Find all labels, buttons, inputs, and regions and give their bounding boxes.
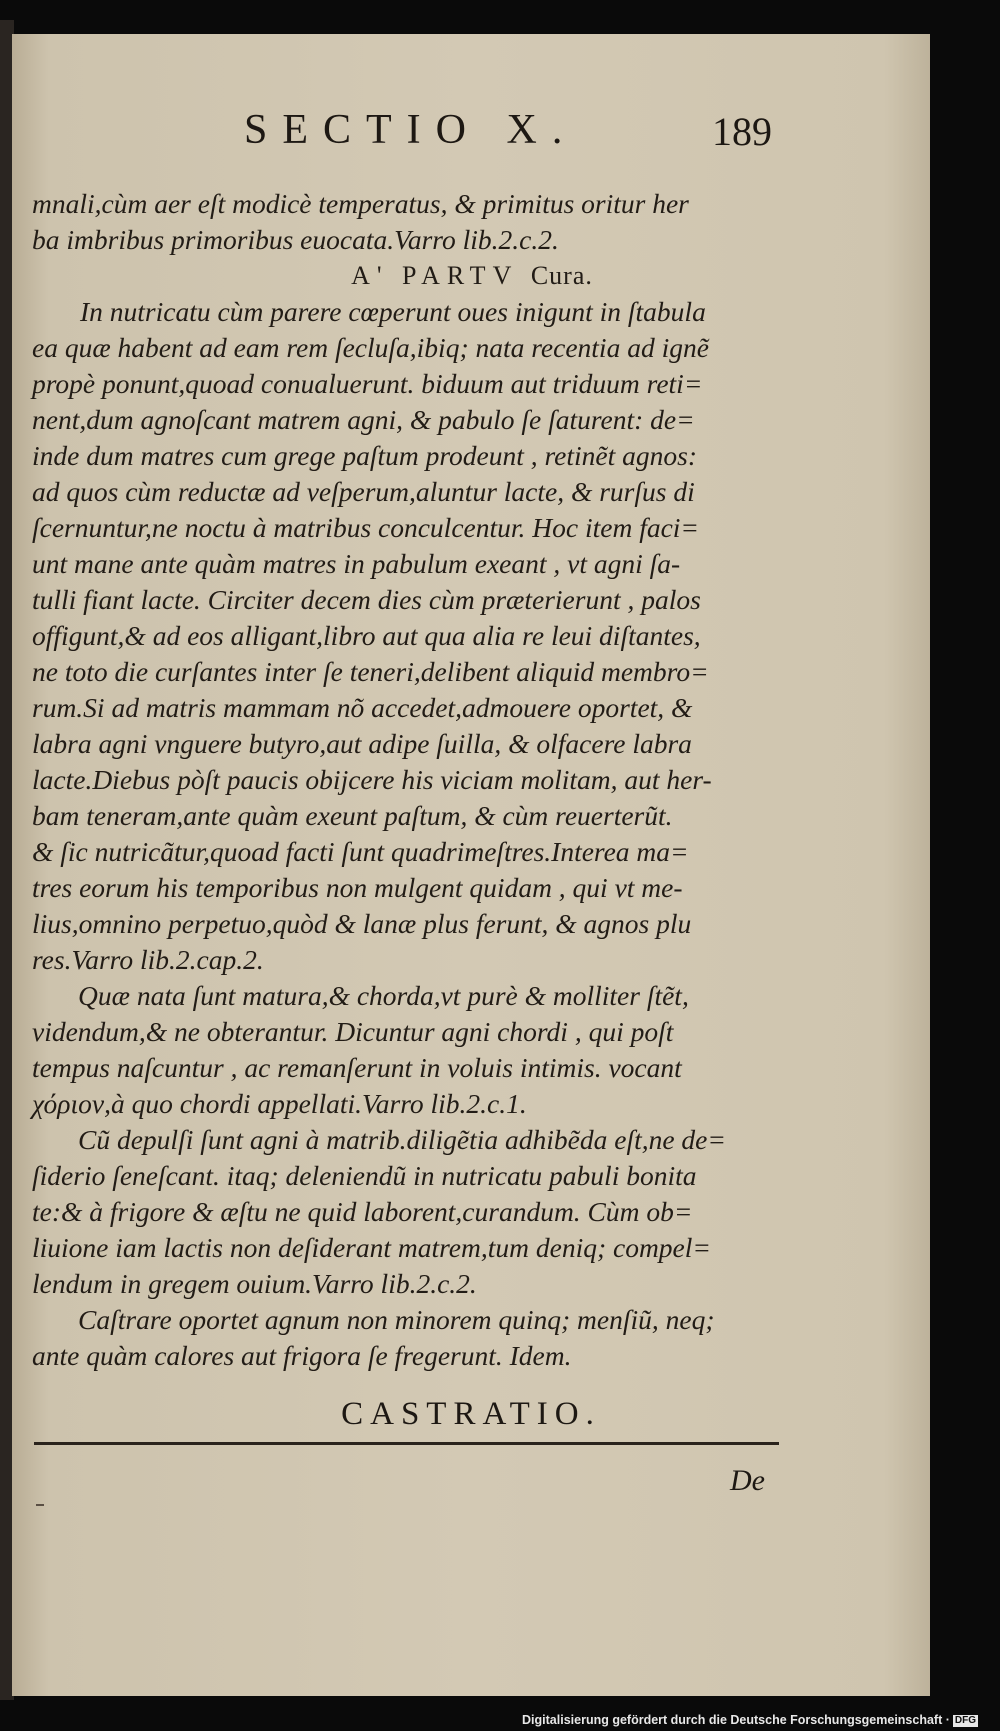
castratio-heading: CASTRATIO.	[341, 1396, 601, 1432]
text-line: unt mane ante quàm matres in pabulum exeant , vt agni ſa-	[32, 548, 681, 579]
section-heading-cura: Cura.	[530, 261, 593, 290]
section-heading	[32, 258, 912, 294]
text-line: ea quæ habent ad eam rem ſecluſa,ibiq; nata recentia ad ignẽ	[32, 332, 709, 363]
text-line: lendum in gregem ouium.Varro lib.2.c.2.	[32, 1268, 477, 1299]
text-line: lacte.Diebus pòſt paucis obijcere his viciam molitam, aut her-	[32, 764, 712, 795]
text-line: Caſtrare oportet agnum non minorem quinq; menſiũ, neq;	[78, 1304, 715, 1335]
text-line: ſcernuntur,ne noctu à matribus conculcentur. Hoc item faci=	[32, 512, 699, 543]
text-line: ba imbribus primoribus euocata.Varro lib.2.c.2.	[32, 224, 559, 255]
text-line: ne toto die curſantes inter ſe teneri,delibent aliquid membro=	[32, 656, 709, 687]
footer-text: Digitalisierung gefördert durch die Deutsche Forschungsgemeinschaft ·	[522, 1713, 950, 1727]
body-text	[32, 186, 912, 1374]
text-line: tulli fiant lacte. Circiter decem dies cùm prӕterierunt , palos	[32, 584, 701, 615]
text-line: bam teneram,ante quàm exeunt paſtum, & cùm reuerterũt.	[32, 800, 673, 831]
running-head: SECTIO X.	[244, 107, 578, 153]
page-header	[12, 106, 930, 166]
text-line: lius,omnino perpetuo,quòd & lanæ plus ferunt, & agnos plu	[32, 908, 692, 939]
text-line: labra agni vnguere butyro,aut adipe ſuilla, & olfacere labra	[32, 728, 692, 759]
digitization-footer	[522, 1713, 978, 1727]
text-line: & ſic nutricãtur,quoad facti ſunt quadrimeſtres.Interea ma=	[32, 836, 689, 867]
text-line: inde dum matres cum grege paſtum prodeunt , retinẽt agnos:	[32, 440, 697, 471]
text-line: nent,dum agnoſcant matrem agni, & pabulo ſe ſaturent: de=	[32, 404, 695, 435]
text-line: offigunt,& ad eos alligant,libro aut qua alia re leui diſtantes,	[32, 620, 701, 651]
text-line: Quæ nata ſunt matura,& chorda,vt purè & molliter ſtẽt,	[78, 980, 689, 1011]
catchword: De	[730, 1464, 765, 1497]
text-line: videndum,& ne obterantur. Dicuntur agni chordi , qui poſt	[32, 1016, 674, 1047]
text-line: Cũ depulſi ſunt agni à matrib.diligẽtia adhibẽda eſt,ne de=	[78, 1124, 726, 1155]
text-line: χόριον,à quo chordi appellati.Varro lib.2.c.1.	[32, 1088, 527, 1119]
text-line: tempus naſcuntur , ac remanſerunt in voluis intimis. vocant	[32, 1052, 682, 1083]
text-line: In nutricatu cùm parere cœperunt oues inigunt in ſtabula	[80, 296, 706, 327]
horizontal-rule	[34, 1442, 779, 1445]
page-number: 189	[712, 109, 772, 154]
text-line: ſiderio ſeneſcant. itaq; deleniendũ in nutricatu pabuli bonita	[32, 1160, 697, 1191]
text-line: ad quos cùm reductæ ad veſperum,aluntur lacte, & rurſus di	[32, 476, 695, 507]
margin-mark	[36, 1504, 44, 1506]
text-line: ante quàm calores aut frigora ſe fregerunt. Idem.	[32, 1340, 572, 1371]
book-page	[12, 34, 930, 1696]
text-line: te:& à frigore & æſtu ne quid laborent,curandum. Cùm ob=	[32, 1196, 693, 1227]
dfg-logo-icon: DFG	[954, 1714, 976, 1726]
text-line: mnali,cùm aer eſt modicè temperatus, & primitus oritur her	[32, 188, 689, 219]
text-line: tres eorum his temporibus non mulgent quidam , qui vt me-	[32, 872, 683, 903]
text-line: propè ponunt,quoad conualuerunt. biduum aut triduum reti=	[32, 368, 703, 399]
text-line: liuione iam lactis non deſiderant matrem,tum deniq; compel=	[32, 1232, 711, 1263]
text-line: res.Varro lib.2.cap.2.	[32, 944, 264, 975]
section-heading-caps: A' PARTV	[351, 261, 519, 290]
text-line: rum.Si ad matris mammam nõ accedet,admouere oportet, &	[32, 692, 693, 723]
